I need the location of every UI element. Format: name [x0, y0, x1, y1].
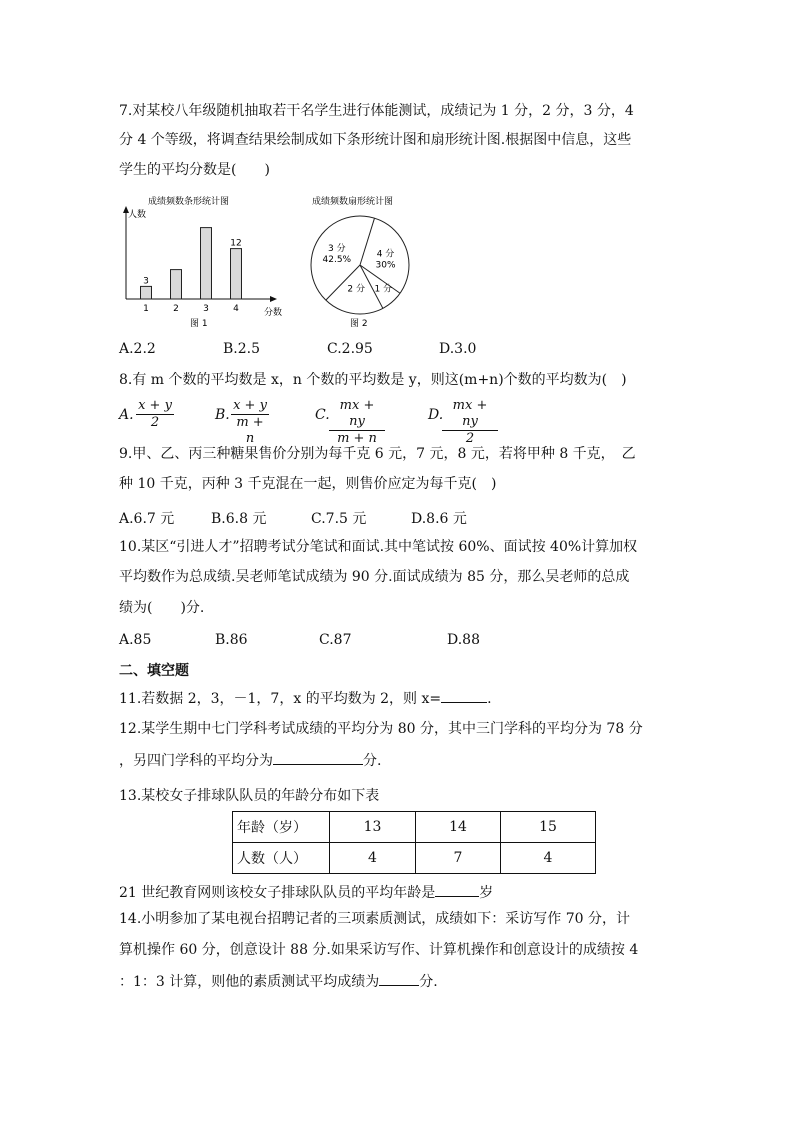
pie-chart	[304, 193, 424, 335]
q13-answer-blank[interactable]	[435, 882, 479, 897]
q9-line-1: 9.甲、乙、丙三种糖果售价分别为每千克 6 元，7 元，8 元，若将甲种 8 千克， 乙	[119, 446, 636, 462]
q8-option-c-letter: C.	[315, 407, 330, 423]
q13-text-end: 岁	[479, 885, 494, 901]
pie-slice-label: 4 分	[376, 249, 395, 260]
q7-option-a: A.2.2	[119, 341, 156, 357]
q10-option-a: A.85	[119, 632, 152, 648]
q7-line-3: 学生的平均分数是( )	[119, 162, 270, 178]
q8-option-a-letter: A.	[119, 407, 134, 423]
q8-option-d-fraction	[442, 398, 498, 447]
q7-option-c: C.2.95	[327, 341, 373, 357]
q8-option-c-fraction	[329, 398, 385, 447]
q14-line-3	[119, 971, 438, 992]
q10-option-c: C.87	[319, 632, 352, 648]
age-table-cell: 14	[416, 812, 501, 843]
pie-slice-label: 3 分	[328, 244, 346, 255]
q12-line-2	[119, 750, 381, 771]
q9-option-d: D.8.6 元	[411, 511, 467, 527]
age-table-cell: 年龄（岁）	[233, 812, 330, 843]
bar-chart-title: 成绩频数条形统计图	[148, 197, 230, 207]
pie-slice-percent: 42.5%	[322, 255, 352, 266]
q9-option-b: B.6.8 元	[211, 511, 267, 527]
q8-option-b-num: x + y	[231, 398, 269, 415]
bar-x-arrow	[270, 296, 277, 302]
bar-1	[141, 286, 152, 299]
q10-line-1: 10.某区“引进人才”招聘考试分笔试和面试.其中笔试按 60%、面试按 40%计算加权	[119, 539, 638, 555]
bar-3	[201, 228, 212, 299]
q8-option-b-den: m + n	[236, 415, 264, 446]
q8-option-d-letter: D.	[428, 407, 444, 423]
age-table-cell: 7	[416, 843, 501, 874]
q11-line	[119, 688, 492, 709]
q8-option-d-den: 2	[465, 431, 475, 446]
q11-text-end: .	[487, 691, 492, 707]
age-table-cell: 人数（人）	[233, 843, 330, 874]
q8-option-a-fraction	[136, 398, 174, 431]
q7-line-1: 7.对某校八年级随机抽取若干名学生进行体能测试，成绩记为 1 分，2 分，3 分，4	[119, 103, 634, 119]
q11-text: 11.若数据 2，3，－1，7，x 的平均数为 2，则 x=	[119, 691, 442, 707]
bar-chart	[112, 193, 292, 333]
age-table-cell: 15	[501, 812, 596, 843]
q10-line-3: 绩为( )分.	[119, 600, 205, 616]
q14-answer-blank[interactable]	[379, 971, 419, 986]
pie-caption: 图 2	[350, 319, 368, 329]
q14-line-1: 14.小明参加了某电视台招聘记者的三项素质测试，成绩如下：采访写作 70 分，计	[119, 911, 630, 927]
pie-slice-label: 2 分	[347, 284, 365, 295]
q13-line-1: 13.某校女子排球队队员的年龄分布如下表	[119, 788, 380, 804]
q12-text-end: 分.	[363, 753, 382, 769]
q12-answer-blank[interactable]	[273, 750, 363, 765]
q7-option-d: D.3.0	[439, 341, 477, 357]
q9-option-a: A.6.7 元	[119, 511, 175, 527]
q8-option-c-den: m + n	[337, 431, 377, 446]
bar-tick-label: 3	[203, 304, 209, 314]
q10-option-d: D.88	[447, 632, 480, 648]
bar-tick-label: 1	[143, 304, 149, 314]
bar-caption: 图 1	[190, 319, 208, 329]
pie-chart-title: 成绩频数扇形统计图	[312, 197, 394, 207]
q8-line-1: 8.有 m 个数的平均数是 x，n 个数的平均数是 y，则这(m+n)个数的平均数为( )	[119, 372, 627, 388]
bar-data-label: 12	[230, 238, 242, 249]
bar-4	[231, 249, 242, 299]
bar-tick-label: 4	[233, 304, 239, 314]
q9-line-2: 种 10 千克，丙种 3 千克混在一起，则售价应定为每千克( )	[119, 476, 497, 492]
q14-line-2: 算机操作 60 分，创意设计 88 分.如果采访写作、计算机操作和创意设计的成绩按 4	[119, 942, 639, 958]
bar-data-label: 3	[143, 276, 149, 287]
q14-text-end: 分.	[419, 974, 438, 990]
q13-text: 21 世纪教育网则该校女子排球队队员的平均年龄是	[119, 885, 436, 901]
q8-option-b-letter: B.	[215, 407, 230, 423]
q8-option-a-den: 2	[150, 415, 160, 430]
q14-text: ：1：3 计算，则他的素质测试平均成绩为	[119, 974, 380, 990]
pie-slice-percent: 30%	[375, 260, 396, 271]
q7-line-2: 分 4 个等级，将调查结果绘制成如下条形统计图和扇形统计图.根据图中信息，这些	[119, 132, 632, 148]
q13-line-2	[119, 882, 493, 903]
q8-option-a-num: x + y	[136, 398, 174, 415]
age-table-row	[233, 843, 596, 874]
age-table-row	[233, 812, 596, 843]
section-heading-fill-in: 二、填空题	[119, 663, 189, 679]
q7-option-b: B.2.5	[223, 341, 261, 357]
q10-option-b: B.86	[215, 632, 248, 648]
pie-slice-label: 1 分	[374, 284, 393, 295]
q8-option-c-num: mx + ny	[329, 398, 385, 431]
q11-answer-blank[interactable]	[441, 688, 487, 703]
age-table-cell: 13	[330, 812, 416, 843]
q12-line-1: 12.某学生期中七门学科考试成绩的平均分为 80 分，其中三门学科的平均分为 78 分	[119, 721, 643, 737]
bar-tick-label: 2	[173, 304, 179, 314]
age-table-cell: 4	[330, 843, 416, 874]
q8-option-b-fraction	[231, 398, 269, 447]
q9-option-c: C.7.5 元	[311, 511, 367, 527]
bar-xlabel: 分数	[264, 308, 283, 318]
q10-line-2: 平均数作为总成绩.吴老师笔试成绩为 90 分.面试成绩为 85 分，那么吴老师的总成	[119, 569, 630, 585]
q8-option-d-num: mx + ny	[442, 398, 498, 431]
age-table-cell: 4	[501, 843, 596, 874]
bar-2	[171, 270, 182, 299]
age-table	[232, 811, 596, 874]
bar-ylabel: 人数	[128, 210, 147, 220]
q12-text: ，另四门学科的平均分为	[119, 753, 273, 769]
